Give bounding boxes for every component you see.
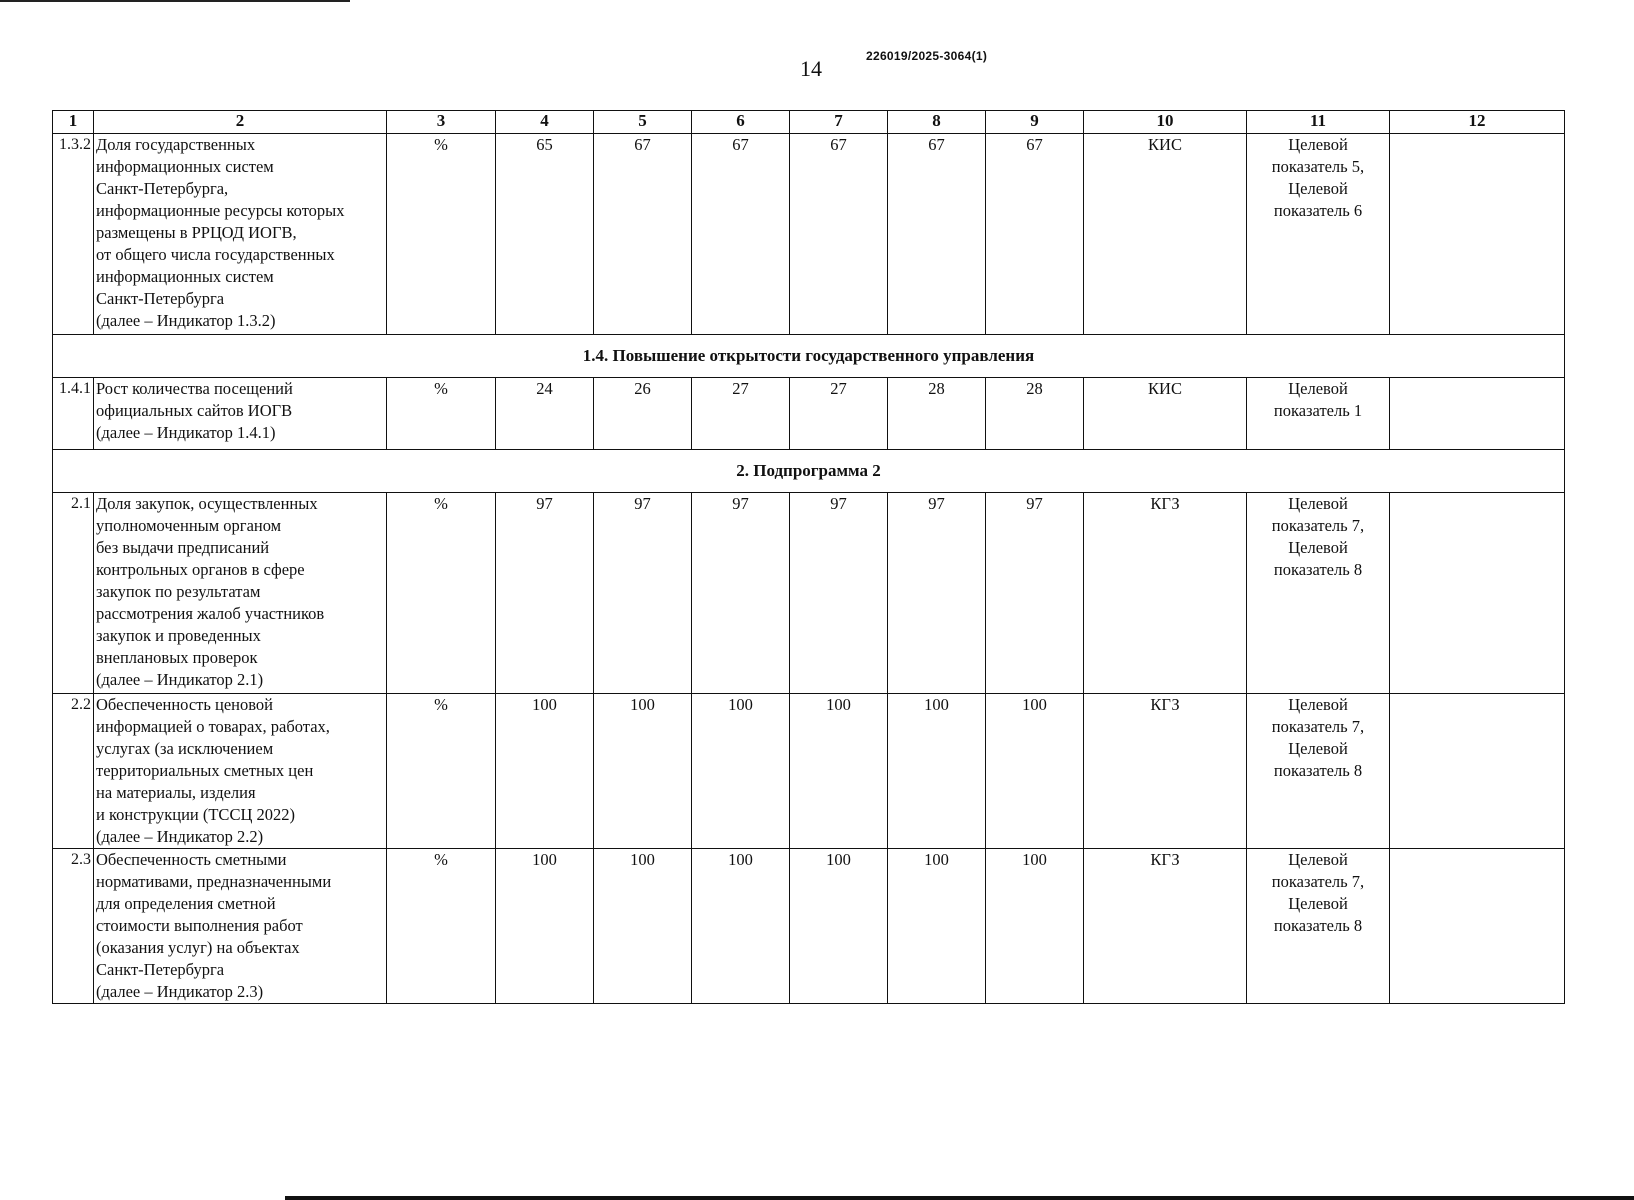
column-header: 10	[1084, 111, 1247, 134]
value-col-6: 100	[692, 694, 790, 849]
indicators-table	[52, 110, 1565, 1004]
responsible-source: КГЗ	[1084, 849, 1247, 1004]
column-12-cell	[1390, 493, 1565, 694]
value-col-7: 100	[790, 694, 888, 849]
value-col-9: 28	[986, 378, 1084, 450]
indicator-unit: %	[387, 849, 496, 1004]
value-col-4: 97	[496, 493, 594, 694]
column-12-cell	[1390, 134, 1565, 335]
indicator-name: Обеспеченность сметными нормативами, предназначенными для определения сметной стоимости выполнения работ (оказания услуг) на объектах Санкт-Петербурга (далее – Индикатор 2.3)	[94, 849, 387, 1004]
value-col-9: 97	[986, 493, 1084, 694]
value-col-6: 97	[692, 493, 790, 694]
indicator-index: 2.3	[53, 849, 94, 1004]
table-row	[53, 134, 1565, 335]
value-col-9: 67	[986, 134, 1084, 335]
column-12-cell	[1390, 378, 1565, 450]
section-header-row	[53, 450, 1565, 493]
column-header: 11	[1247, 111, 1390, 134]
column-number-header-row	[53, 111, 1565, 134]
value-col-5: 100	[594, 849, 692, 1004]
column-header: 9	[986, 111, 1084, 134]
value-col-9: 100	[986, 849, 1084, 1004]
table-row	[53, 694, 1565, 849]
value-col-4: 100	[496, 849, 594, 1004]
column-header: 2	[94, 111, 387, 134]
indicator-name: Рост количества посещений официальных сайтов ИОГВ (далее – Индикатор 1.4.1)	[94, 378, 387, 450]
indicator-index: 1.4.1	[53, 378, 94, 450]
indicator-name: Доля государственных информационных систем Санкт-Петербурга, информационные ресурсы которых размещены в РРЦОД ИОГВ, от общего числа государственных информационных систем Санкт-Петербурга (далее – Индикатор 1.3.2)	[94, 134, 387, 335]
value-col-5: 100	[594, 694, 692, 849]
value-col-9: 100	[986, 694, 1084, 849]
value-col-8: 67	[888, 134, 986, 335]
section-title: 1.4. Повышение открытости государственного управления	[53, 335, 1565, 378]
value-col-7: 100	[790, 849, 888, 1004]
table-row	[53, 493, 1565, 694]
value-col-6: 67	[692, 134, 790, 335]
scan-edge-top	[0, 0, 350, 2]
column-header: 12	[1390, 111, 1565, 134]
column-header: 7	[790, 111, 888, 134]
value-col-6: 100	[692, 849, 790, 1004]
value-col-5: 26	[594, 378, 692, 450]
value-col-6: 27	[692, 378, 790, 450]
indicator-index: 2.2	[53, 694, 94, 849]
table-row	[53, 378, 1565, 450]
column-12-cell	[1390, 849, 1565, 1004]
section-title: 2. Подпрограмма 2	[53, 450, 1565, 493]
indicator-name: Доля закупок, осуществленных уполномоченным органом без выдачи предписаний контрольных органов в сфере закупок по результатам рассмотрения жалоб участников закупок и проведенных внеплановых проверок (далее – Индикатор 2.1)	[94, 493, 387, 694]
page-number: 14	[800, 56, 822, 81]
value-col-7: 27	[790, 378, 888, 450]
scan-edge-bottom	[285, 1196, 1634, 1200]
value-col-8: 97	[888, 493, 986, 694]
value-col-4: 100	[496, 694, 594, 849]
target-indicator-link: Целевой показатель 1	[1247, 378, 1390, 450]
indicator-unit: %	[387, 694, 496, 849]
target-indicator-link: Целевой показатель 5, Целевой показатель 6	[1247, 134, 1390, 335]
responsible-source: КИС	[1084, 134, 1247, 335]
indicator-index: 2.1	[53, 493, 94, 694]
target-indicator-link: Целевой показатель 7, Целевой показатель 8	[1247, 849, 1390, 1004]
column-12-cell	[1390, 694, 1565, 849]
column-header: 1	[53, 111, 94, 134]
value-col-5: 97	[594, 493, 692, 694]
indicator-unit: %	[387, 134, 496, 335]
document-registration-stamp: 226019/2025-3064(1)	[866, 49, 988, 63]
value-col-7: 97	[790, 493, 888, 694]
indicator-index: 1.3.2	[53, 134, 94, 335]
value-col-7: 67	[790, 134, 888, 335]
responsible-source: КГЗ	[1084, 694, 1247, 849]
value-col-8: 100	[888, 849, 986, 1004]
value-col-8: 28	[888, 378, 986, 450]
indicator-name: Обеспеченность ценовой информацией о товарах, работах, услугах (за исключением территориальных сметных цен на материалы, изделия и конструкции (ТССЦ 2022) (далее – Индикатор 2.2)	[94, 694, 387, 849]
value-col-5: 67	[594, 134, 692, 335]
target-indicator-link: Целевой показатель 7, Целевой показатель 8	[1247, 694, 1390, 849]
column-header: 8	[888, 111, 986, 134]
section-header-row	[53, 335, 1565, 378]
indicator-unit: %	[387, 378, 496, 450]
responsible-source: КИС	[1084, 378, 1247, 450]
column-header: 3	[387, 111, 496, 134]
column-header: 6	[692, 111, 790, 134]
table-row	[53, 849, 1565, 1004]
column-header: 4	[496, 111, 594, 134]
indicator-unit: %	[387, 493, 496, 694]
value-col-8: 100	[888, 694, 986, 849]
value-col-4: 65	[496, 134, 594, 335]
responsible-source: КГЗ	[1084, 493, 1247, 694]
column-header: 5	[594, 111, 692, 134]
target-indicator-link: Целевой показатель 7, Целевой показатель 8	[1247, 493, 1390, 694]
value-col-4: 24	[496, 378, 594, 450]
